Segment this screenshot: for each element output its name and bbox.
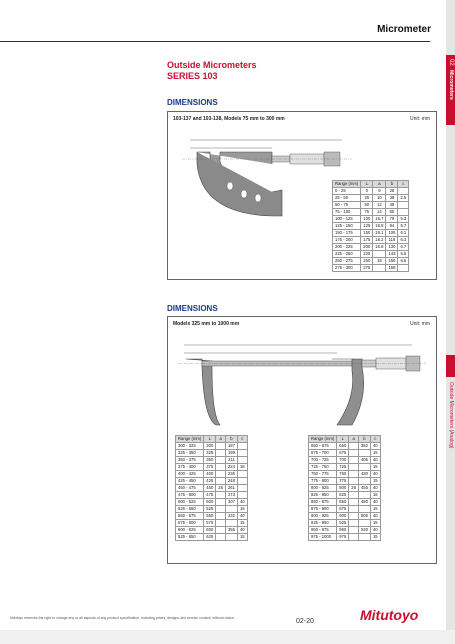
- col-header-b: b: [225, 436, 237, 443]
- cell-l: 575: [204, 520, 216, 527]
- cell-c: 15: [370, 506, 380, 513]
- table-row: [309, 485, 381, 492]
- cell-l: 725: [337, 464, 349, 471]
- cell-c: [237, 443, 247, 450]
- cell-c: [237, 457, 247, 464]
- cell-l: 775: [337, 478, 349, 485]
- cell-b: 382: [358, 443, 370, 450]
- table-row: [333, 230, 409, 237]
- cell-range: 975 - 1000: [309, 534, 337, 541]
- dimensions-table-2-left: [175, 435, 248, 541]
- cell-c: 2.5: [398, 195, 409, 202]
- col-header-range: Range (mm): [333, 181, 361, 188]
- table-row: [176, 527, 248, 534]
- table-row: [309, 506, 381, 513]
- cell-c: [237, 450, 247, 457]
- cell-b: [358, 464, 370, 471]
- cell-a: [216, 527, 226, 534]
- cell-range: 175 - 200: [333, 237, 361, 244]
- cell-range: 525 - 550: [176, 506, 204, 513]
- cell-range: 225 - 250: [333, 251, 361, 258]
- table-row: [176, 520, 248, 527]
- cell-a: [349, 471, 359, 478]
- cell-a: 12: [373, 202, 386, 209]
- cell-range: 325 - 350: [176, 450, 204, 457]
- cell-b: 405: [358, 457, 370, 464]
- cell-b: 455: [358, 485, 370, 492]
- cell-l: 125: [361, 223, 373, 230]
- cell-c: [237, 492, 247, 499]
- micrometer-drawing-large: [172, 337, 430, 429]
- table-row: [176, 506, 248, 513]
- table-row: [309, 443, 381, 450]
- col-header-a: a: [349, 436, 359, 443]
- table-row: [333, 202, 409, 209]
- cell-l: 325: [204, 450, 216, 457]
- cell-c: [237, 485, 247, 492]
- cell-l: 425: [204, 478, 216, 485]
- cell-c: [237, 478, 247, 485]
- cell-a: [349, 499, 359, 506]
- cell-c: 15: [370, 520, 380, 527]
- side-tab-marker: [446, 355, 455, 377]
- cell-range: 150 - 175: [333, 230, 361, 237]
- cell-c: 40: [370, 443, 380, 450]
- cell-b: 430: [358, 471, 370, 478]
- table-row: [309, 457, 381, 464]
- cell-b: 49: [386, 202, 398, 209]
- cell-range: 0 - 25: [333, 188, 361, 195]
- cell-b: 60: [386, 209, 398, 216]
- cell-l: 0: [361, 188, 373, 195]
- cell-l: 700: [337, 457, 349, 464]
- cell-c: [398, 265, 409, 272]
- table-row: [333, 265, 409, 272]
- cell-a: [349, 520, 359, 527]
- cell-range: 650 - 675: [309, 443, 337, 450]
- table-row: [309, 492, 381, 499]
- cell-l: 650: [337, 443, 349, 450]
- cell-a: 16.8: [373, 244, 386, 251]
- cell-a: [216, 520, 226, 527]
- cell-c: 40: [237, 527, 247, 534]
- cell-a: [216, 499, 226, 506]
- cell-b: [358, 450, 370, 457]
- cell-c: 15: [237, 534, 247, 541]
- table-row: [333, 244, 409, 251]
- cell-a: 18.8: [373, 223, 386, 230]
- cell-range: 925 - 950: [309, 520, 337, 527]
- cell-b: 28: [386, 188, 398, 195]
- section-title-line1: Outside Micrometers: [167, 60, 257, 70]
- cell-range: 250 - 275: [333, 258, 361, 265]
- cell-c: 40: [237, 499, 247, 506]
- table-row: [176, 471, 248, 478]
- cell-c: 15: [370, 478, 380, 485]
- table-row: [333, 188, 409, 195]
- cell-range: 125 - 150: [333, 223, 361, 230]
- cell-range: 100 - 125: [333, 216, 361, 223]
- cell-a: [349, 443, 359, 450]
- cell-b: 211: [225, 457, 237, 464]
- table-row: [333, 195, 409, 202]
- cell-a: [349, 527, 359, 534]
- dimensions-box-1: [167, 111, 437, 280]
- page-number: 02-20: [296, 618, 314, 625]
- cell-range: 550 - 575: [176, 513, 204, 520]
- table-row: [176, 492, 248, 499]
- cell-a: 14: [373, 209, 386, 216]
- cell-c: 15: [370, 450, 380, 457]
- table-header-row: [176, 436, 248, 443]
- dimensions-heading-1: DIMENSIONS: [167, 98, 218, 107]
- cell-c: 5.7: [398, 223, 409, 230]
- cell-a: 18: [373, 258, 386, 265]
- col-header-a: a: [216, 436, 226, 443]
- cell-l: 400: [204, 471, 216, 478]
- cell-range: 700 - 725: [309, 457, 337, 464]
- table-row: [309, 513, 381, 520]
- cell-a: [373, 265, 386, 272]
- table-row: [176, 478, 248, 485]
- cell-range: 850 - 875: [309, 499, 337, 506]
- cell-range: 450 - 475: [176, 485, 204, 492]
- cell-range: 425 - 450: [176, 478, 204, 485]
- cell-l: 275: [361, 265, 373, 272]
- cell-b: 530: [358, 527, 370, 534]
- cell-b: 273: [225, 492, 237, 499]
- dimensions-table-2-right: [308, 435, 381, 541]
- table-row: [333, 216, 409, 223]
- cell-l: 875: [337, 506, 349, 513]
- cell-b: 332: [225, 513, 237, 520]
- cell-range: 400 - 425: [176, 471, 204, 478]
- cell-range: 725 - 750: [309, 464, 337, 471]
- page-header-title: Micrometer: [377, 24, 431, 35]
- cell-c: [398, 202, 409, 209]
- cell-l: 75: [361, 209, 373, 216]
- table-row: [176, 450, 248, 457]
- cell-range: 375 - 400: [176, 464, 204, 471]
- cell-b: 106: [386, 230, 398, 237]
- cell-c: 5.5: [398, 251, 409, 258]
- cell-a: 10: [373, 195, 386, 202]
- cell-b: 94: [386, 223, 398, 230]
- table-header-row: [309, 436, 381, 443]
- cell-a: [349, 478, 359, 485]
- cell-a: [349, 513, 359, 520]
- cell-range: 275 - 300: [333, 265, 361, 272]
- cell-l: 200: [361, 244, 373, 251]
- cell-l: 475: [204, 492, 216, 499]
- cell-c: 40: [370, 471, 380, 478]
- table-row: [309, 471, 381, 478]
- cell-l: 150: [361, 230, 373, 237]
- cell-c: 6.7: [398, 244, 409, 251]
- cell-b: 261: [225, 485, 237, 492]
- table-row: [176, 499, 248, 506]
- cell-a: 16.7: [373, 216, 386, 223]
- cell-b: [358, 478, 370, 485]
- cell-range: 825 - 850: [309, 492, 337, 499]
- cell-a: [373, 251, 386, 258]
- cell-a: [216, 534, 226, 541]
- cell-a: [349, 534, 359, 541]
- header-divider: [0, 41, 430, 42]
- side-tab-label: Micrometers: [448, 70, 454, 100]
- mitutoyo-logo: Mitutoyo: [360, 607, 419, 623]
- cell-range: 775 - 800: [309, 478, 337, 485]
- cell-b: 143: [386, 251, 398, 258]
- dimensions-table-2-right-body: [309, 443, 381, 541]
- col-header-range: Range (mm): [309, 436, 337, 443]
- cell-b: [358, 506, 370, 513]
- cell-range: 75 - 100: [333, 209, 361, 216]
- cell-a: [349, 450, 359, 457]
- cell-a: [349, 506, 359, 513]
- table-row: [333, 237, 409, 244]
- table-row: [176, 513, 248, 520]
- cell-l: 975: [337, 534, 349, 541]
- cell-b: 224: [225, 464, 237, 471]
- cell-a: [349, 492, 359, 499]
- cell-a: [216, 457, 226, 464]
- cell-l: 950: [337, 527, 349, 534]
- cell-c: 5.3: [398, 216, 409, 223]
- table-row: [309, 464, 381, 471]
- table-row: [176, 457, 248, 464]
- col-header-c: c: [398, 181, 409, 188]
- cell-range: 50 - 75: [333, 202, 361, 209]
- cell-l: 350: [204, 457, 216, 464]
- cell-a: 28: [349, 485, 359, 492]
- box-title-1: 103-137 and 103-138, Models 75 mm to 300 mm: [173, 116, 285, 122]
- cell-l: 675: [337, 450, 349, 457]
- cell-range: 300 - 325: [176, 443, 204, 450]
- cell-c: 6.3: [398, 237, 409, 244]
- cell-b: 187: [225, 443, 237, 450]
- cell-c: 40: [237, 513, 247, 520]
- cell-l: 100: [361, 216, 373, 223]
- cell-range: 600 - 625: [176, 527, 204, 534]
- cell-a: [216, 513, 226, 520]
- col-header-c: c: [370, 436, 380, 443]
- cell-a: 28: [216, 485, 226, 492]
- cell-l: 175: [361, 237, 373, 244]
- table-row: [333, 258, 409, 265]
- cell-range: 950 - 975: [309, 527, 337, 534]
- cell-l: 225: [361, 251, 373, 258]
- table-row: [176, 443, 248, 450]
- dimensions-heading-2: DIMENSIONS: [167, 304, 218, 313]
- cell-b: [225, 506, 237, 513]
- cell-b: 236: [225, 471, 237, 478]
- cell-l: 550: [204, 513, 216, 520]
- col-header-b: b: [358, 436, 370, 443]
- cell-l: 250: [361, 258, 373, 265]
- cell-a: 18.2: [373, 237, 386, 244]
- table-row: [333, 209, 409, 216]
- cell-c: 40: [370, 499, 380, 506]
- cell-b: 169: [386, 265, 398, 272]
- table-row: [176, 485, 248, 492]
- col-header-a: a: [373, 181, 386, 188]
- cell-l: 900: [337, 513, 349, 520]
- dimensions-table-1: [332, 180, 409, 272]
- cell-b: [358, 534, 370, 541]
- cell-range: 750 - 775: [309, 471, 337, 478]
- cell-l: 850: [337, 499, 349, 506]
- cell-b: [225, 520, 237, 527]
- table-row: [309, 478, 381, 485]
- cell-b: 38: [386, 195, 398, 202]
- table-row: [309, 534, 381, 541]
- table-row: [176, 534, 248, 541]
- cell-l: 750: [337, 471, 349, 478]
- dimensions-box-2: [167, 316, 437, 564]
- unit-label-1: Unit: mm: [410, 116, 430, 122]
- cell-l: 825: [337, 492, 349, 499]
- cell-c: 15: [370, 534, 380, 541]
- cell-l: 50: [361, 202, 373, 209]
- table-row: [176, 464, 248, 471]
- cell-a: [216, 492, 226, 499]
- col-header-range: Range (mm): [176, 436, 204, 443]
- cell-c: 40: [370, 485, 380, 492]
- cell-b: [225, 534, 237, 541]
- cell-b: [358, 520, 370, 527]
- cell-range: 800 - 825: [309, 485, 337, 492]
- footer-bar: [0, 630, 455, 644]
- table-header-row: [333, 181, 409, 188]
- cell-l: 450: [204, 485, 216, 492]
- col-header-l: L: [361, 181, 373, 188]
- cell-range: 675 - 700: [309, 450, 337, 457]
- cell-a: 9: [373, 188, 386, 195]
- table-row: [333, 251, 409, 258]
- cell-a: 19.1: [373, 230, 386, 237]
- cell-range: 575 - 600: [176, 520, 204, 527]
- cell-b: 355: [225, 527, 237, 534]
- cell-c: 40: [370, 513, 380, 520]
- cell-a: [216, 464, 226, 471]
- cell-b: 248: [225, 478, 237, 485]
- dimensions-table-1-body: [333, 188, 409, 272]
- side-section-label: Outside Micrometers (Analog): [448, 382, 454, 449]
- cell-range: 500 - 525: [176, 499, 204, 506]
- cell-a: [216, 478, 226, 485]
- cell-a: [216, 450, 226, 457]
- cell-b: 307: [225, 499, 237, 506]
- cell-c: [237, 471, 247, 478]
- cell-l: 500: [204, 499, 216, 506]
- cell-c: 40: [370, 457, 380, 464]
- cell-range: 350 - 375: [176, 457, 204, 464]
- cell-c: [398, 188, 409, 195]
- cell-c: [398, 209, 409, 216]
- cell-range: 475 - 500: [176, 492, 204, 499]
- cell-range: 625 - 650: [176, 534, 204, 541]
- cell-c: 18: [237, 464, 247, 471]
- table-row: [333, 223, 409, 230]
- cell-b: 118: [386, 237, 398, 244]
- footer-disclaimer: Mitutoyo reserves the right to change any or all aspects of any product specification, including prices, designs and service content, without notice.: [10, 616, 235, 620]
- cell-l: 525: [204, 506, 216, 513]
- cell-range: 900 - 925: [309, 513, 337, 520]
- cell-l: 925: [337, 520, 349, 527]
- cell-b: 199: [225, 450, 237, 457]
- table-row: [309, 450, 381, 457]
- cell-a: [349, 457, 359, 464]
- cell-b: 505: [358, 513, 370, 520]
- cell-b: 156: [386, 258, 398, 265]
- col-header-l: L: [204, 436, 216, 443]
- col-header-c: c: [237, 436, 247, 443]
- dimensions-table-2-left-body: [176, 443, 248, 541]
- cell-b: [358, 492, 370, 499]
- cell-b: 79: [386, 216, 398, 223]
- cell-l: 300: [204, 443, 216, 450]
- side-tab-number: 02: [448, 59, 454, 66]
- col-header-b: b: [386, 181, 398, 188]
- cell-b: 130: [386, 244, 398, 251]
- cell-c: 15: [237, 506, 247, 513]
- cell-l: 25: [361, 195, 373, 202]
- cell-l: 375: [204, 464, 216, 471]
- cell-c: 15: [370, 464, 380, 471]
- cell-range: 200 - 225: [333, 244, 361, 251]
- cell-b: 480: [358, 499, 370, 506]
- cell-l: 600: [204, 527, 216, 534]
- section-title-line2: SERIES 103: [167, 71, 218, 81]
- cell-l: 625: [204, 534, 216, 541]
- section-title: [167, 60, 257, 82]
- cell-range: 875 - 900: [309, 506, 337, 513]
- box-title-2: Models 325 mm to 1000 mm: [173, 321, 240, 327]
- unit-label-2: Unit: mm: [410, 321, 430, 327]
- cell-a: [216, 506, 226, 513]
- col-header-l: L: [337, 436, 349, 443]
- cell-range: 25 - 50: [333, 195, 361, 202]
- cell-c: 6.1: [398, 230, 409, 237]
- table-row: [309, 527, 381, 534]
- table-row: [309, 499, 381, 506]
- cell-a: [216, 471, 226, 478]
- cell-c: 6.5: [398, 258, 409, 265]
- cell-a: [216, 443, 226, 450]
- cell-a: [349, 464, 359, 471]
- cell-c: 15: [370, 492, 380, 499]
- cell-c: 15: [237, 520, 247, 527]
- cell-c: 40: [370, 527, 380, 534]
- cell-l: 800: [337, 485, 349, 492]
- table-row: [309, 520, 381, 527]
